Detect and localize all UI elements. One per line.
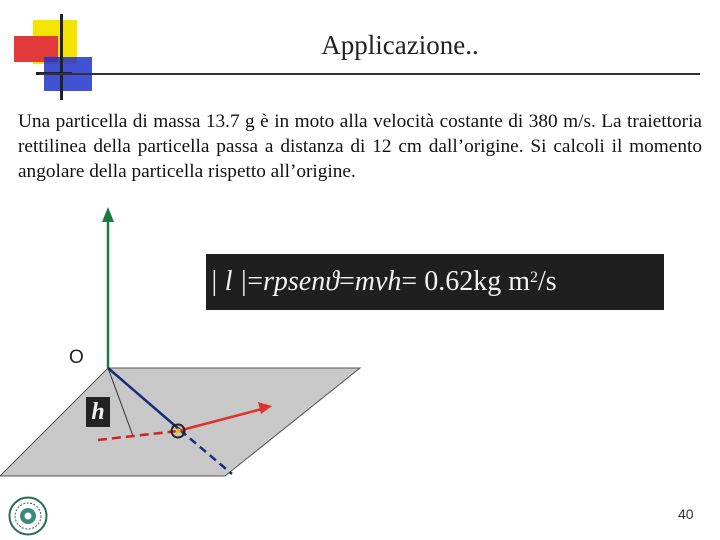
formula-term2: mvh xyxy=(354,266,402,297)
plane-surface xyxy=(0,368,360,476)
formula-eq1: = xyxy=(247,266,263,297)
formula-term1: rpsenϑ xyxy=(262,266,339,297)
formula-eq2: = xyxy=(338,266,355,297)
formula-result: = 0.62kg m xyxy=(401,266,530,297)
angular-momentum-formula xyxy=(206,254,664,310)
problem-statement: Una particella di massa 13.7 g è in moto alla velocità costante di 380 m/s. La traiettoria rettilinea della particella passa a distanza di 12 cm dall’origine. Si calcoli il momento angolare della particella rispetto all’origine. xyxy=(18,111,702,182)
origin-label: O xyxy=(69,347,84,368)
distance-h-label: h xyxy=(86,397,110,427)
formula-lhs: | l | xyxy=(210,266,248,297)
university-seal-logo xyxy=(8,496,48,536)
page-number: 40 xyxy=(678,506,694,522)
formula-unit-tail: /s xyxy=(537,266,557,297)
formula-exponent: 2 xyxy=(529,269,538,286)
z-axis-arrowhead xyxy=(102,207,114,222)
particle-core xyxy=(176,429,181,434)
slide-title: Applicazione.. xyxy=(321,30,479,60)
